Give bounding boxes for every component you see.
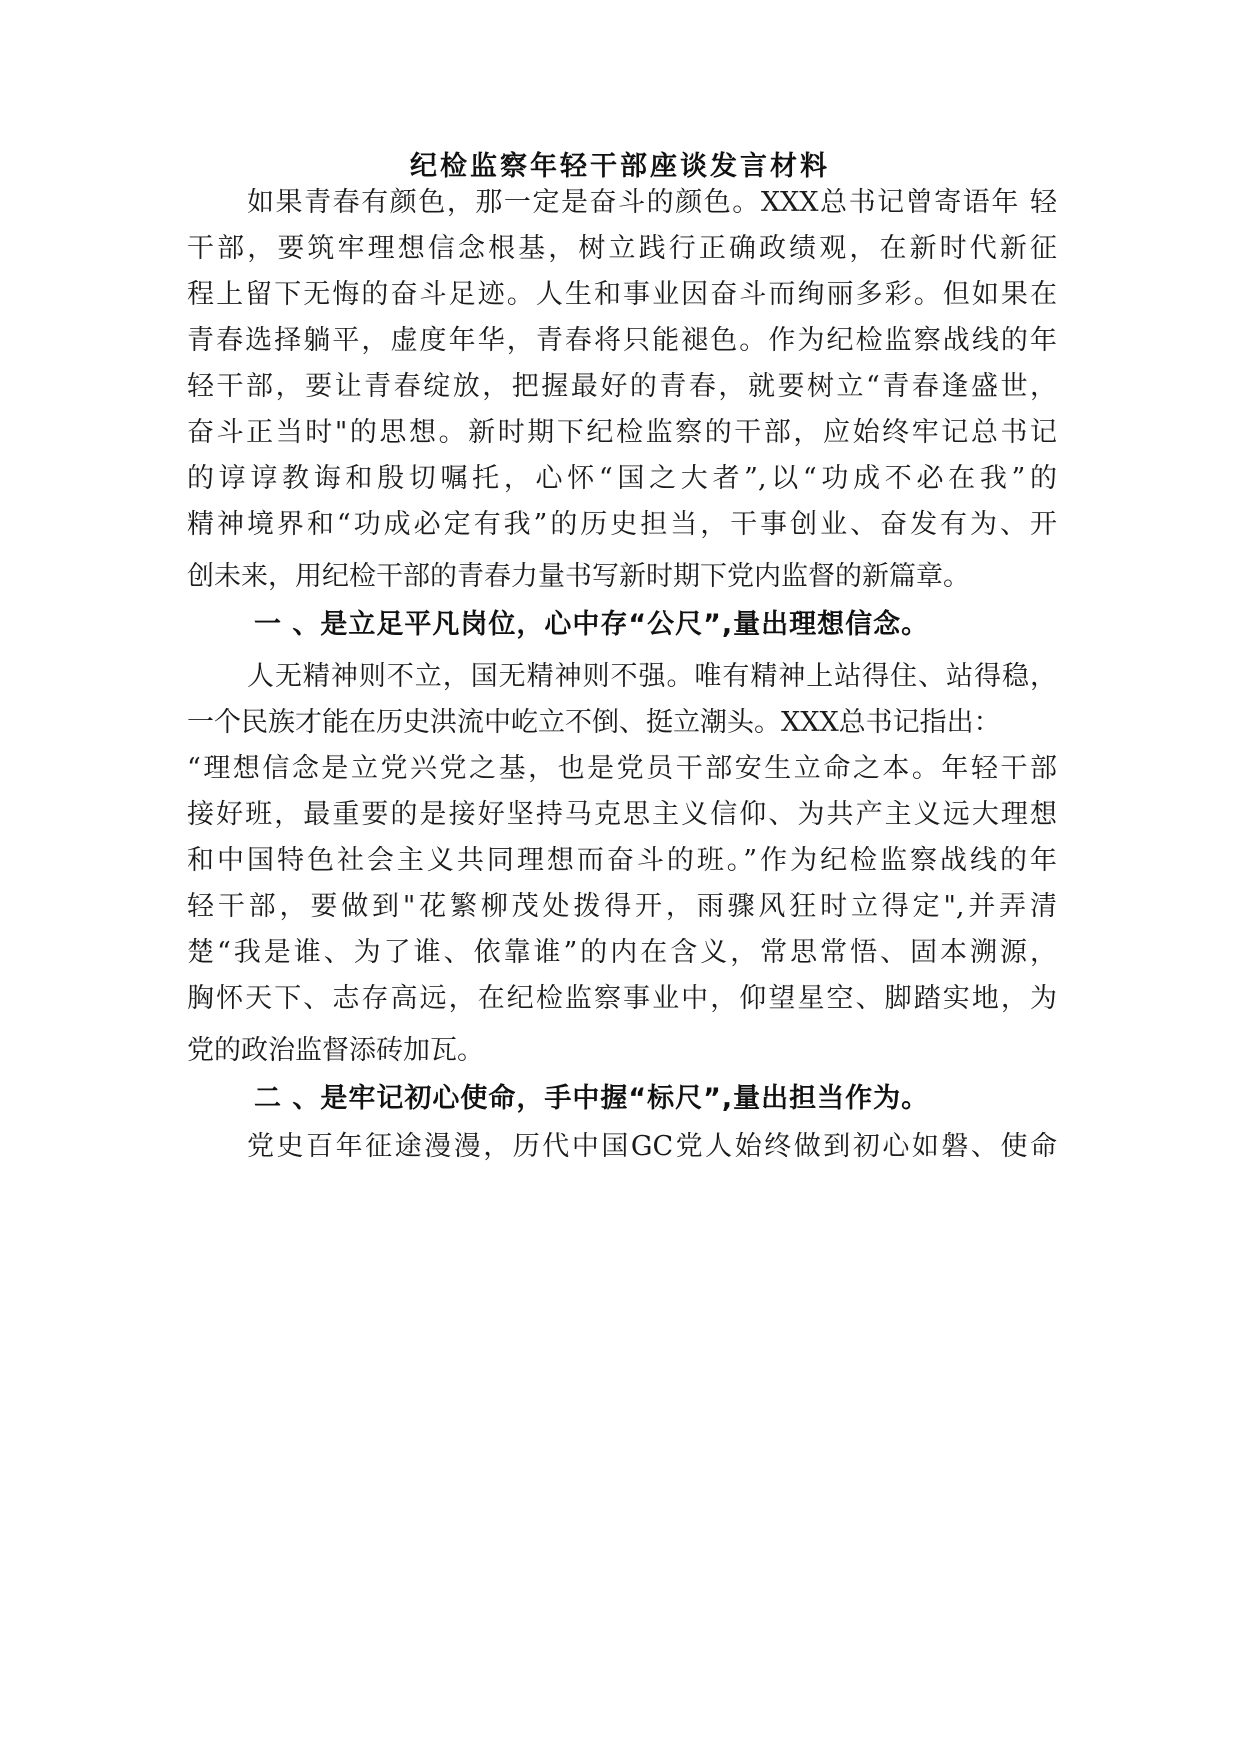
- section-1-line-4: 接好班，最重要的是接好坚持马克思主义信仰、为共产主义远大理想: [187, 799, 1057, 830]
- intro-line-5: 轻干部，要让青春绽放，把握最好的青春，就要树立“青春逢盛世，: [187, 371, 1057, 402]
- intro-line-6: 奋斗正当时"的思想。新时期下纪检监察的干部，应始终牢记总书记: [187, 417, 1057, 448]
- section-2-line-1: 党史百年征途漫漫，历代中国GC党人始终做到初心如磐、使命: [247, 1131, 1057, 1162]
- section-1-heading: 一 、是立足平凡岗位，心中存“公尺”,量出理想信念。: [254, 609, 930, 640]
- section-2-heading: 二 、是牢记初心使命，手中握“标尺”,量出担当作为。: [254, 1083, 930, 1114]
- intro-line-4: 青春选择躺平，虚度年华，青春将只能褪色。作为纪检监察战线的年: [187, 325, 1057, 356]
- document-title: 纪检监察年轻干部座谈发言材料: [410, 151, 830, 182]
- section-1-line-8: 胸怀天下、志存高远，在纪检监察事业中，仰望星空、脚踏实地，为: [187, 983, 1057, 1014]
- section-1-line-1: 人无精神则不立，国无精神则不强。唯有精神上站得住、站得稳，: [247, 661, 1057, 692]
- intro-line-3: 程上留下无悔的奋斗足迹。人生和事业因奋斗而绚丽多彩。但如果在: [187, 279, 1057, 310]
- section-1-line-3: “理想信念是立党兴党之基，也是党员干部安生立命之本。年轻干部: [187, 753, 1057, 784]
- section-1-line-2: 一个民族才能在历史洪流中屹立不倒、挺立潮头。XXX总书记指出：: [187, 707, 1001, 738]
- intro-line-7: 的谆谆教诲和殷切嘱托，心怀“国之大者”,以“功成不必在我”的: [187, 463, 1057, 494]
- section-1-line-5: 和中国特色社会主义共同理想而奋斗的班。”作为纪检监察战线的年: [187, 845, 1057, 876]
- section-1-line-9: 党的政治监督添砖加瓦。: [187, 1035, 484, 1066]
- intro-line-1: 如果青春有颜色，那一定是奋斗的颜色。XXX总书记曾寄语年 轻: [247, 187, 1057, 218]
- section-1-line-7: 楚“我是谁、为了谁、依靠谁”的内在含义，常思常悟、固本溯源，: [187, 937, 1057, 968]
- intro-line-2: 干部，要筑牢理想信念根基，树立践行正确政绩观，在新时代新征: [187, 233, 1057, 264]
- intro-line-8: 精神境界和“功成必定有我”的历史担当，干事创业、奋发有为、开: [187, 509, 1057, 540]
- section-1-line-6: 轻干部，要做到"花繁柳茂处拨得开，雨骤风狂时立得定",并弄清: [187, 891, 1057, 922]
- intro-line-9: 创未来，用纪检干部的青春力量书写新时期下党内监督的新篇章。: [187, 561, 970, 592]
